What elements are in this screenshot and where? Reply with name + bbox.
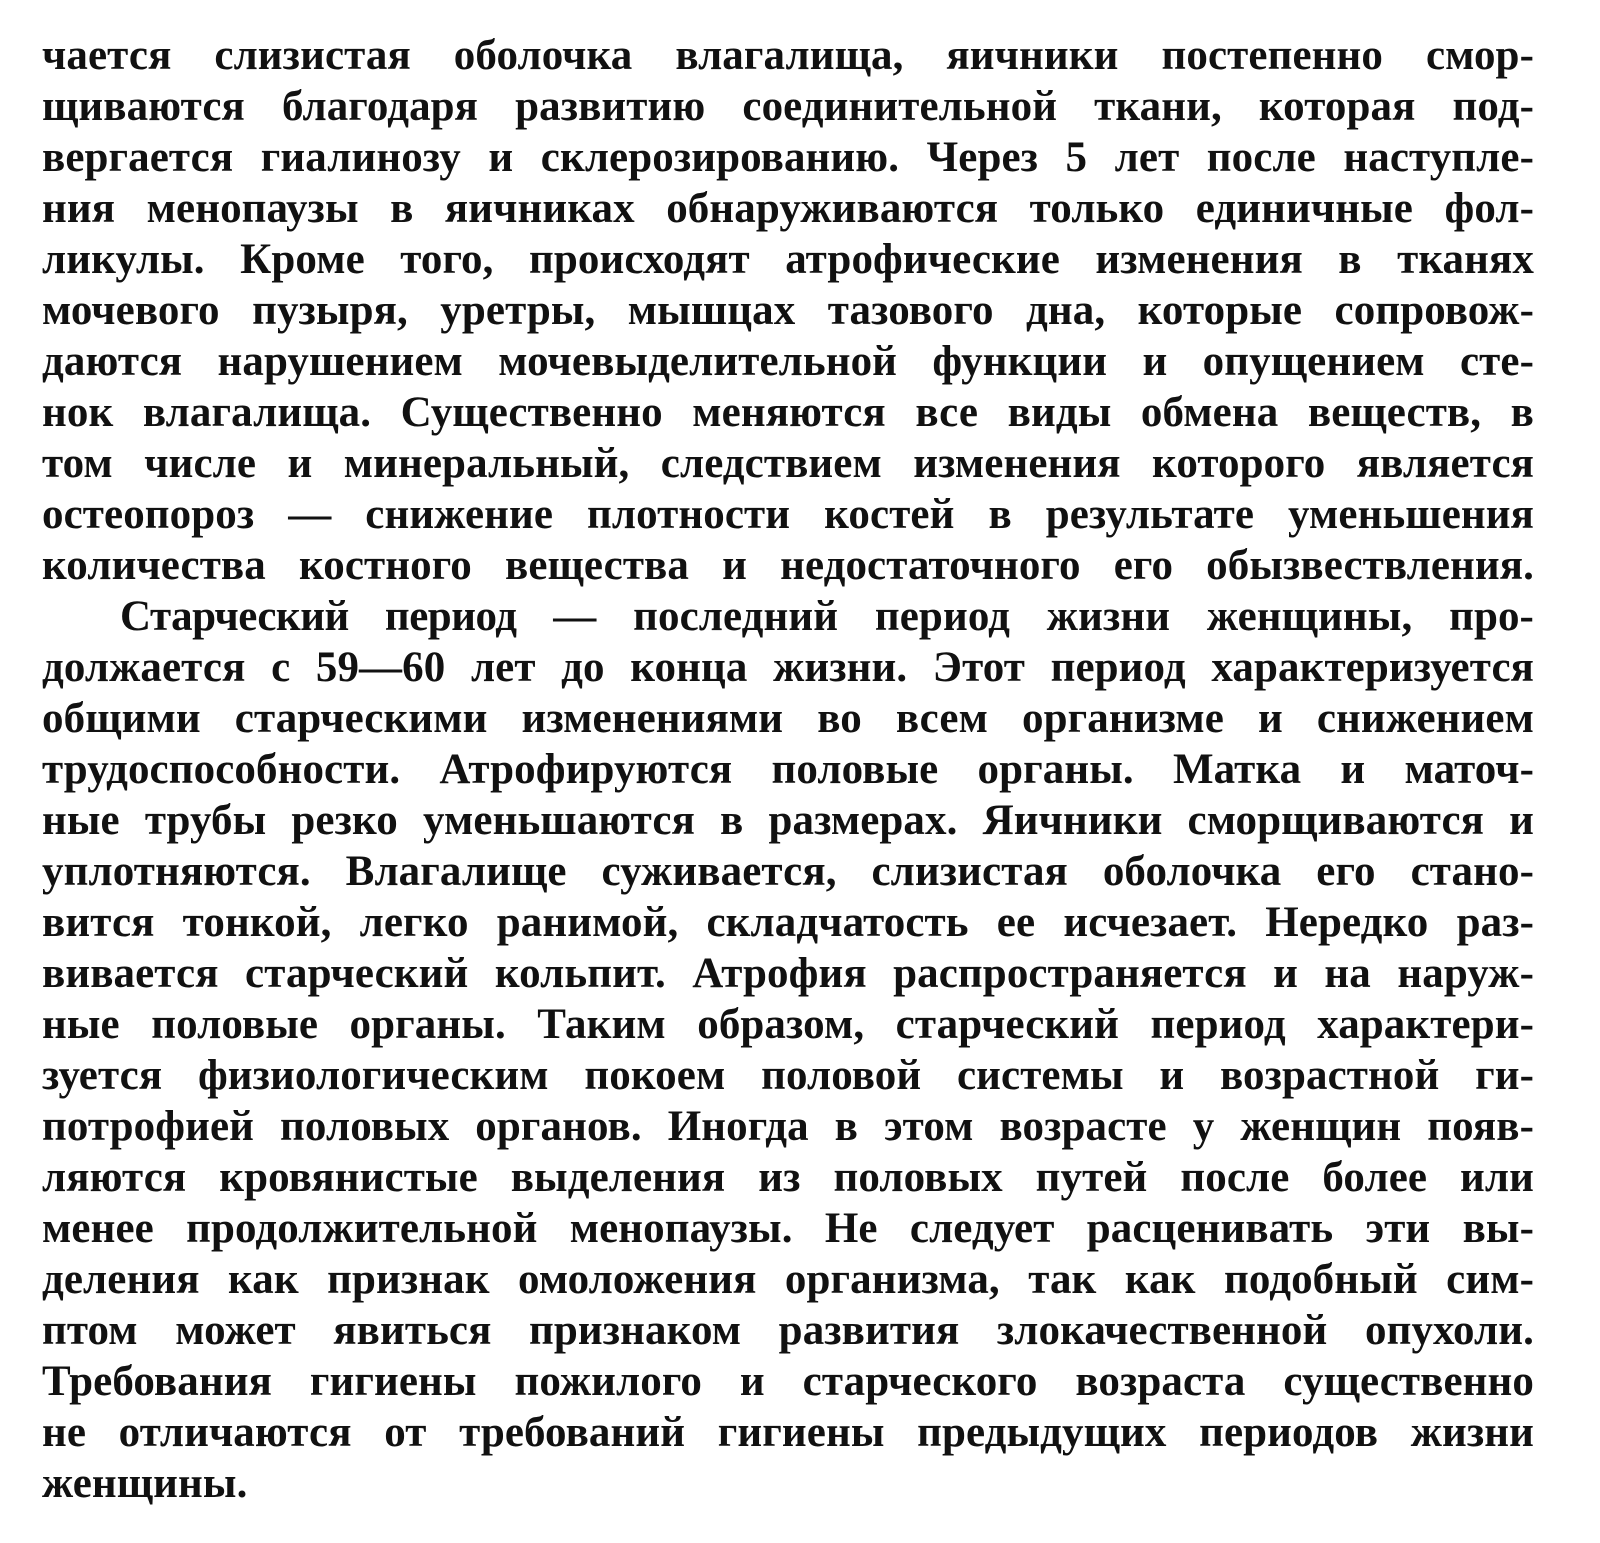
paragraph-senile-period [42, 591, 1534, 1509]
text-line: должается с 59—60 лет до конца жизни. Этот период характеризуется [42, 644, 1534, 691]
text-line: вивается старческий кольпит. Атрофия распространяется и на наруж- [42, 950, 1534, 997]
text-line: общими старческими изменениями во всем организме и снижением [42, 695, 1534, 742]
section-term: Старческий период [120, 593, 517, 640]
text-line: деления как признак омоложения организма, так как подобный сим- [42, 1256, 1534, 1303]
text-line: ликулы. Кроме того, происходят атрофические изменения в тканях [42, 236, 1534, 283]
text-line: трудоспособности. Атрофируются половые органы. Матка и маточ- [42, 746, 1534, 793]
text-line: ляются кровянистые выделения из половых путей после более или [42, 1154, 1534, 1201]
document-page [42, 30, 1534, 1509]
text-line: ные трубы резко уменьшаются в размерах. Яичники сморщиваются и [42, 797, 1534, 844]
text-line: менее продолжительной менопаузы. Не следует расценивать эти вы- [42, 1205, 1534, 1252]
text-line: мочевого пузыря, уретры, мышцах тазового дна, которые сопровож- [42, 287, 1534, 334]
text-line: щиваются благодаря развитию соединительной ткани, которая под- [42, 83, 1534, 130]
text-line: чается слизистая оболочка влагалища, яичники постепенно смор- [42, 32, 1534, 79]
text-line: потрофией половых органов. Иногда в этом возрасте у женщин появ- [42, 1103, 1534, 1150]
text-line: остеопороз — снижение плотности костей в результате уменьшения [42, 491, 1534, 538]
text-line: том числе и минеральный, следствием изменения которого является [42, 440, 1534, 487]
text-line: ния менопаузы в яичниках обнаруживаются только единичные фол- [42, 185, 1534, 232]
text-line: нок влагалища. Существенно меняются все виды обмена веществ, в [42, 389, 1534, 436]
text-line: уплотняются. Влагалище суживается, слизистая оболочка его стано- [42, 848, 1534, 895]
text-line: птом может явиться признаком развития злокачественной опухоли. [42, 1307, 1534, 1354]
text-line-rest: — последний период жизни женщины, про- [516, 593, 1534, 640]
text-line: ные половые органы. Таким образом, старческий период характери- [42, 1001, 1534, 1048]
text-line: женщины. [42, 1460, 248, 1507]
text-line: Требования гигиены пожилого и старческого возраста существенно [42, 1358, 1534, 1405]
text-line [42, 591, 1534, 642]
text-line: вится тонкой, легко ранимой, складчатость ее исчезает. Нередко раз- [42, 899, 1534, 946]
text-line: количества костного вещества и недостаточного его обызвествления. [42, 542, 1534, 589]
text-line: зуется физиологическим покоем половой системы и возрастной ги- [42, 1052, 1534, 1099]
paragraph-menopause [42, 30, 1534, 591]
text-line: вергается гиалинозу и склерозированию. Через 5 лет после наступле- [42, 134, 1534, 181]
text-line: даются нарушением мочевыделительной функции и опущением сте- [42, 338, 1534, 385]
text-line: не отличаются от требований гигиены предыдущих периодов жизни [42, 1409, 1534, 1456]
